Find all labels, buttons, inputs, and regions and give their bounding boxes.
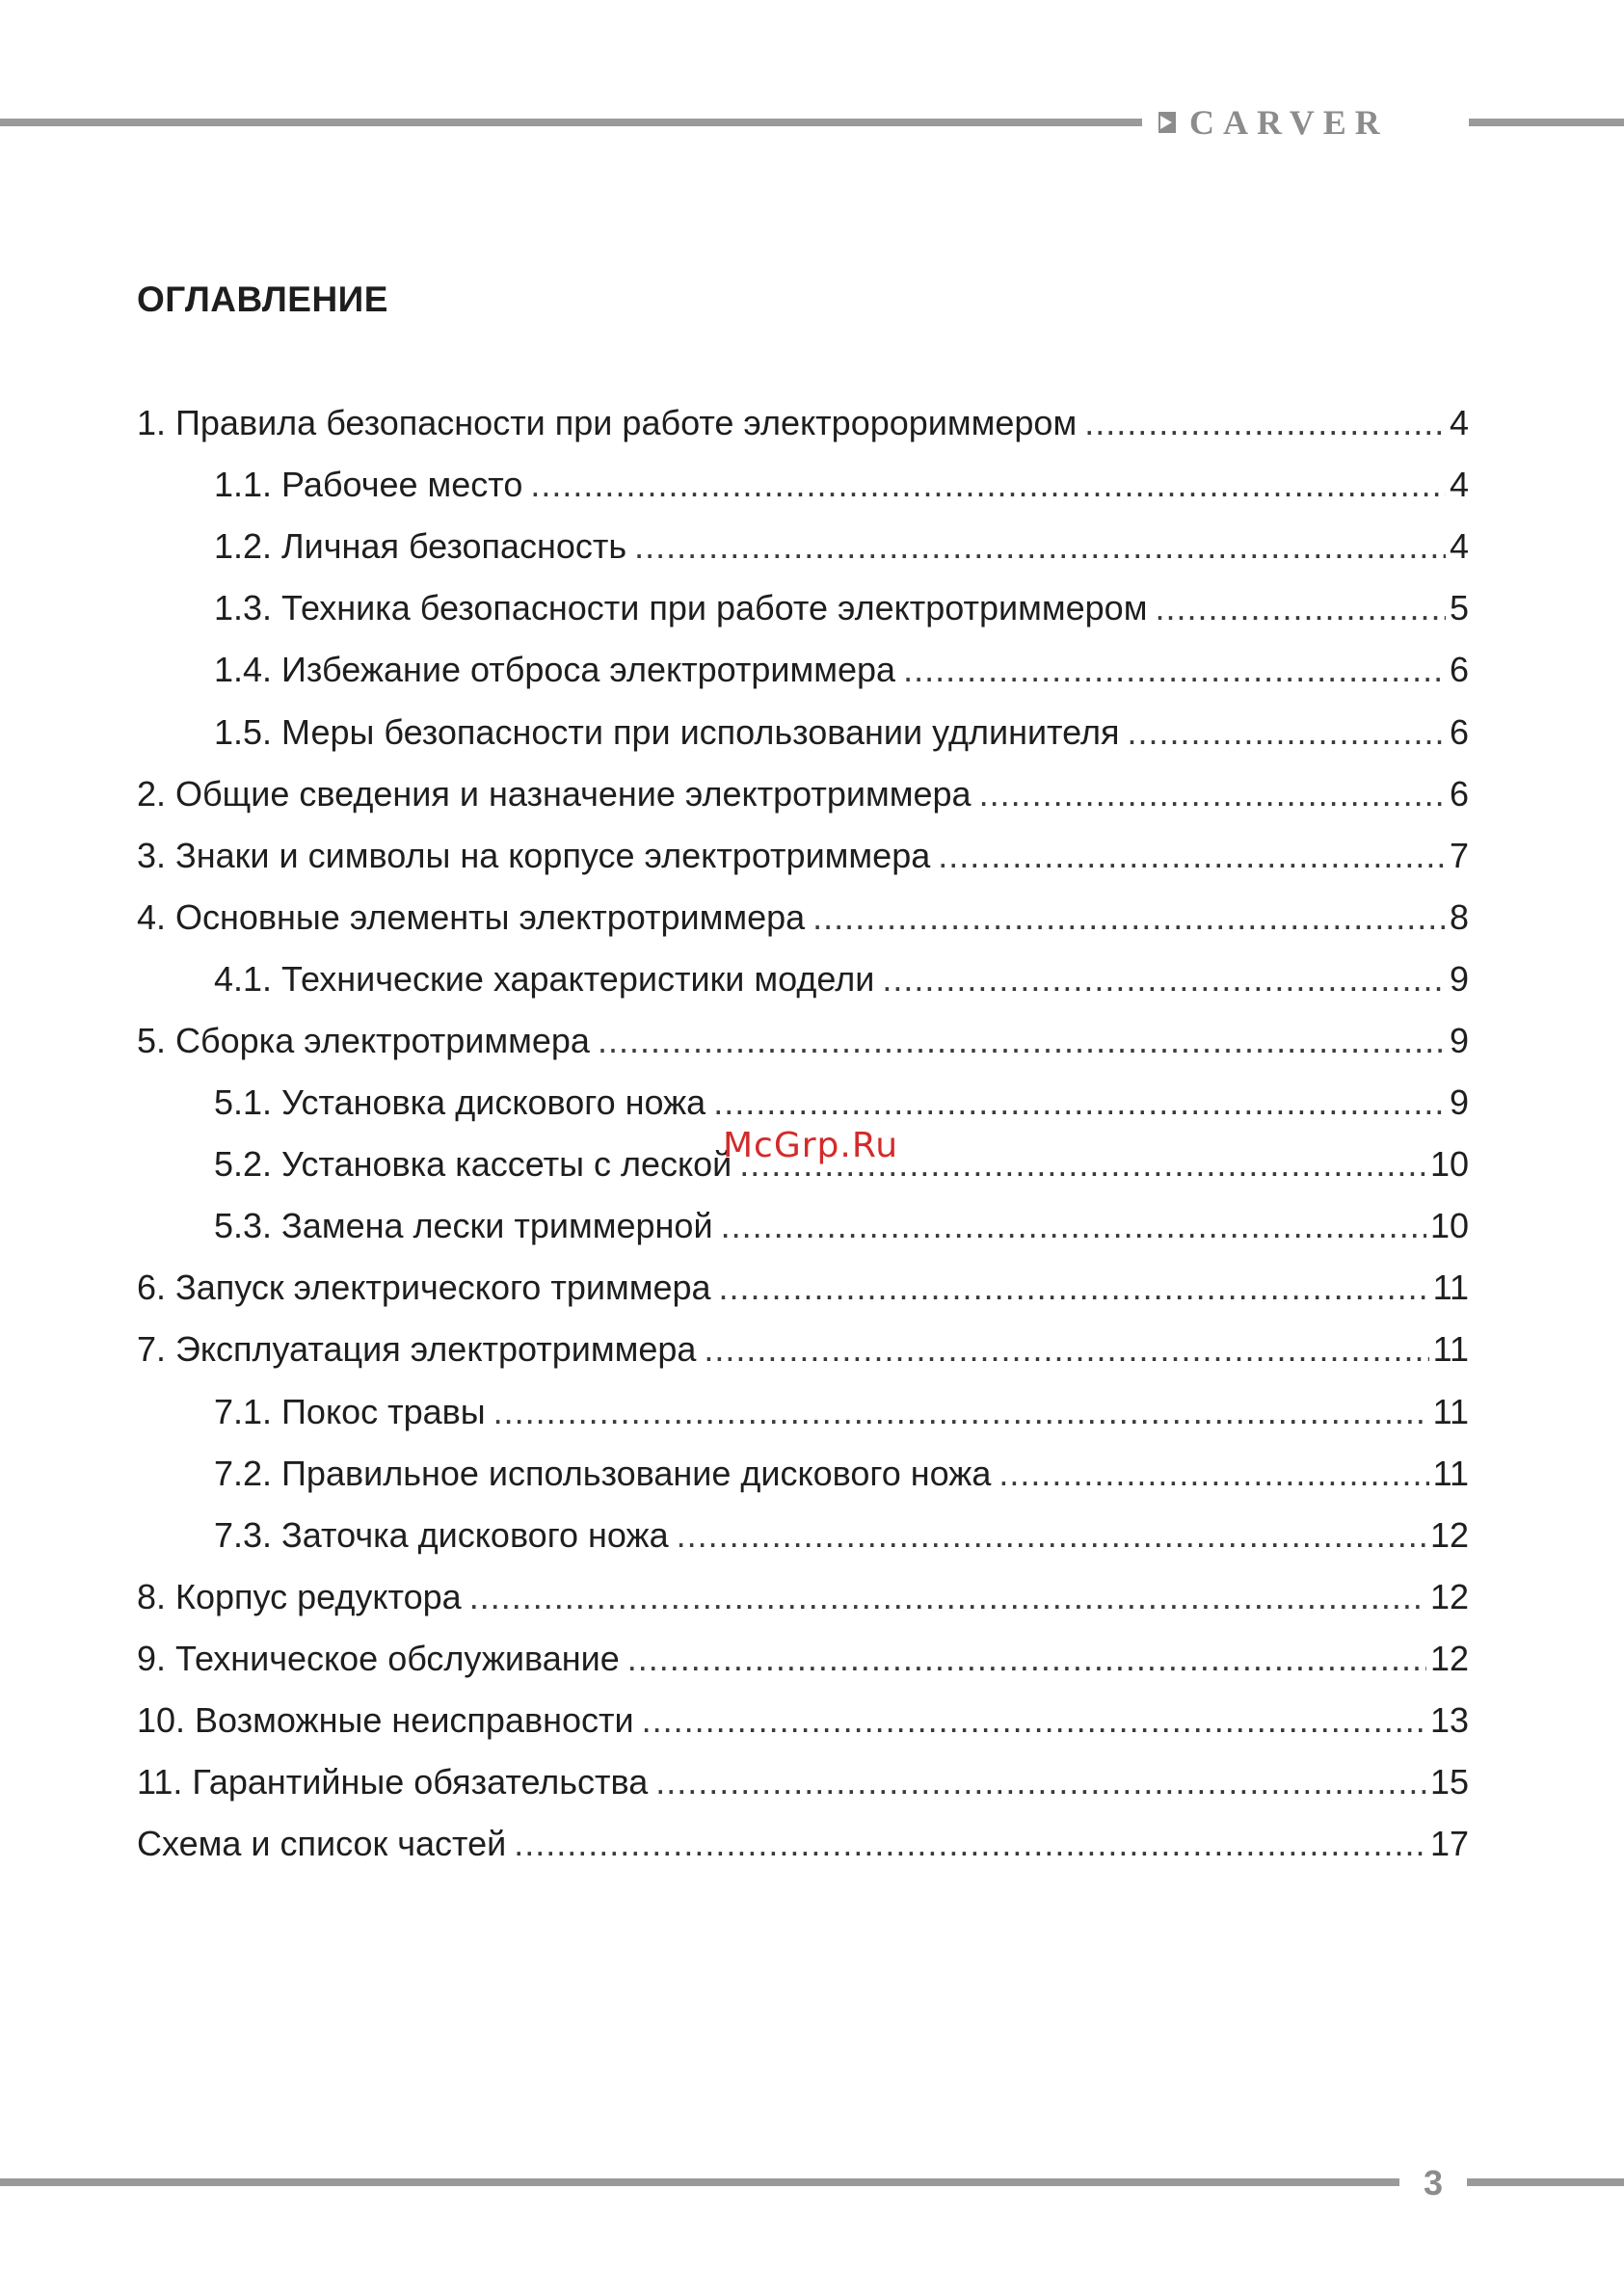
toc-dot-leader [655,1758,1426,1806]
toc-entry-page-number: 11 [1432,1454,1469,1493]
toc-entry-page-number: 5 [1449,588,1469,627]
toc-entry-label: 4. Основные элементы электротриммера [137,897,806,937]
toc-entry[interactable] [214,708,1469,757]
toc-entry[interactable] [137,1696,1469,1745]
toc-entry[interactable] [137,1635,1469,1683]
toc-entry[interactable] [137,1758,1469,1806]
toc-entry-label: 1.4. Избежание отброса электротриммера [214,650,896,689]
toc-dot-leader [677,1511,1426,1560]
toc-entry-label: 7. Эксплуатация электротриммера [137,1329,697,1369]
toc-dot-leader [634,522,1446,571]
header-rule-left [0,119,1142,126]
toc-entry[interactable] [137,1573,1469,1621]
toc-entry-page-number: 13 [1429,1700,1469,1740]
toc-dot-leader [812,894,1446,942]
toc-title: ОГЛАВЛЕНИЕ [137,280,388,319]
toc-entry-label: 5.1. Установка дискового ножа [214,1082,706,1122]
footer-rule-right [1467,2178,1624,2186]
toc-entry-label: 1. Правила безопасности при работе электророриммером [137,403,1078,442]
toc-entry[interactable] [214,1079,1469,1127]
toc-entry-page-number: 17 [1429,1824,1469,1863]
toc-entry-page-number: 12 [1429,1639,1469,1678]
toc-entry[interactable] [137,894,1469,942]
toc-entry-page-number: 15 [1429,1762,1469,1802]
toc-dot-leader [1084,399,1446,447]
toc-dot-leader [469,1573,1426,1621]
toc-entry-label: 2. Общие сведения и назначение электротриммера [137,774,972,814]
toc-entry[interactable] [137,1820,1469,1868]
toc-dot-leader [598,1017,1446,1065]
header-rule-right [1469,119,1624,126]
toc-entry-page-number: 10 [1429,1206,1469,1245]
toc-entry-page-number: 9 [1449,1082,1469,1122]
toc-entry-page-number: 4 [1449,465,1469,504]
toc-entry-page-number: 11 [1432,1392,1469,1431]
toc-entry-page-number: 4 [1449,526,1469,566]
toc-entry-page-number: 9 [1449,1021,1469,1060]
toc-dot-leader [721,1202,1426,1250]
toc-entry-page-number: 6 [1449,774,1469,814]
toc-entry-page-number: 10 [1429,1144,1469,1184]
toc-dot-leader [530,461,1446,509]
toc-entry-label: 6. Запуск электрического триммера [137,1268,711,1307]
toc-entry[interactable] [137,399,1469,447]
toc-entry[interactable] [214,584,1469,632]
watermark: McGrp.Ru [723,1126,899,1165]
toc-dot-leader [627,1635,1426,1683]
toc-entry[interactable] [214,1511,1469,1560]
toc-entry-label: 5.2. Установка кассеты с леской [214,1144,732,1184]
brand-logo [1157,103,1461,142]
carver-logo-mark-icon [1157,110,1178,135]
toc-entry[interactable] [137,770,1469,818]
toc-entry-label: 11. Гарантийные обязательства [137,1762,649,1802]
toc-dot-leader [704,1325,1428,1374]
toc-entry-label: 1.5. Меры безопасности при использовании удлинителя [214,712,1120,752]
toc-entry-label: 1.2. Личная безопасность [214,526,627,566]
toc-entry-page-number: 8 [1449,897,1469,937]
toc-dot-leader [998,1450,1428,1498]
toc-entry-label: 5. Сборка электротриммера [137,1021,590,1060]
toc-dot-leader [903,646,1446,694]
toc-entry[interactable] [137,1264,1469,1312]
toc-dot-leader [514,1820,1426,1868]
footer-rule-left [0,2178,1399,2186]
toc-entry[interactable] [214,1388,1469,1436]
toc-entry-label: 7.3. Заточка дискового ножа [214,1515,669,1555]
toc-entry[interactable] [137,1325,1469,1374]
toc-entry[interactable] [214,955,1469,1003]
toc-entry[interactable] [137,832,1469,880]
toc-entry-label: 1.3. Техника безопасности при работе электротриммером [214,588,1148,627]
toc-entry[interactable] [214,1202,1469,1250]
toc-dot-leader [713,1079,1446,1127]
toc-dot-leader [882,955,1446,1003]
toc-entry-page-number: 12 [1429,1577,1469,1616]
toc-entry-page-number: 7 [1449,836,1469,875]
toc-entry-page-number: 12 [1429,1515,1469,1555]
toc-entry[interactable] [214,1450,1469,1498]
toc-dot-leader [938,832,1446,880]
toc-entry[interactable] [214,522,1469,571]
toc-dot-leader [1155,584,1446,632]
toc-entry-label: 7.1. Покос травы [214,1392,486,1431]
page-number: 3 [1423,2163,1444,2203]
toc-entry-page-number: 4 [1449,403,1469,442]
toc-dot-leader [642,1696,1426,1745]
toc-entry[interactable] [137,1017,1469,1065]
toc-entry-label: 10. Возможные неисправности [137,1700,634,1740]
brand-name: CARVER [1189,103,1389,142]
toc-dot-leader [979,770,1446,818]
toc-entry[interactable] [214,461,1469,509]
toc-entry-page-number: 6 [1449,650,1469,689]
toc-entry-label: 4.1. Технические характеристики модели [214,959,875,999]
toc-entry-label: 8. Корпус редуктора [137,1577,462,1616]
toc-entry-label: Схема и список частей [137,1824,507,1863]
toc-entry-label: 3. Знаки и символы на корпусе электротриммера [137,836,931,875]
toc-dot-leader [1127,708,1446,757]
toc-dot-leader [493,1388,1429,1436]
toc-entry-label: 7.2. Правильное использование дискового ножа [214,1454,992,1493]
toc-dot-leader [719,1264,1429,1312]
toc-entry-label: 9. Техническое обслуживание [137,1639,620,1678]
toc-entry[interactable] [214,646,1469,694]
toc-entry-page-number: 9 [1449,959,1469,999]
toc-entry-label: 5.3. Замена лески триммерной [214,1206,713,1245]
toc-entry-page-number: 11 [1432,1268,1469,1307]
toc-entry-page-number: 6 [1449,712,1469,752]
toc-entry-page-number: 11 [1432,1329,1469,1369]
toc-entry-label: 1.1. Рабочее место [214,465,523,504]
